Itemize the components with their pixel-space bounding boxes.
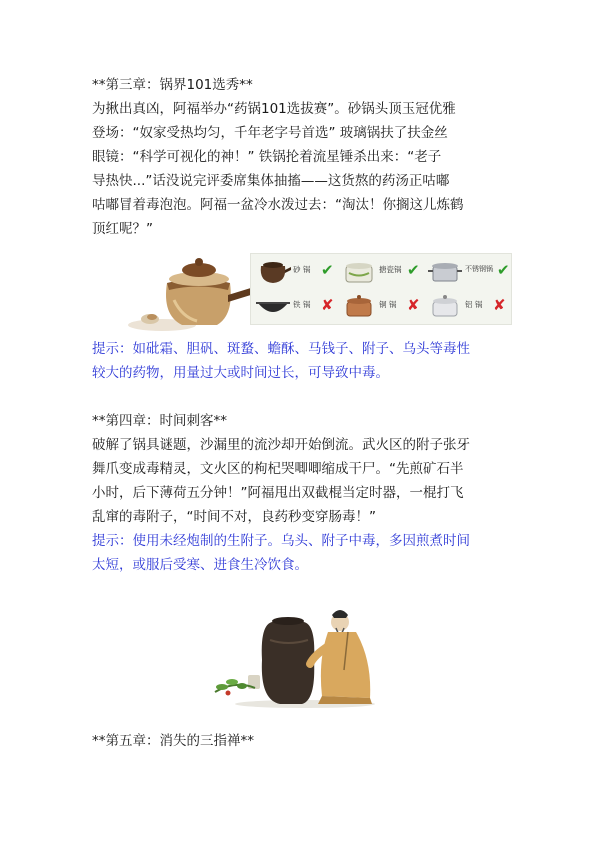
chapter-3-line: 为揪出真凶，阿福举办“药锅101选拔赛”。砂锅头顶玉冠优雅 xyxy=(92,101,456,117)
check-icon: ✔ xyxy=(497,261,510,279)
chapter-3-line: 眼镜：“科学可视化的神！” 铁锅抡着流星锤杀出来：“老子 xyxy=(92,149,442,165)
chapter-4-heading: **第四章：时间刺客** xyxy=(92,413,227,429)
pot-label: 铝 锅 xyxy=(465,300,483,309)
cross-icon: ✘ xyxy=(493,296,506,314)
tip-line: 提示：使用未经炮制的生附子。乌头、附子中毒，多因煎煮时间 xyxy=(92,533,470,549)
enamel-pot-icon xyxy=(341,258,377,285)
copper-pot-icon xyxy=(341,293,377,320)
chapter-3-tip xyxy=(92,337,512,385)
pot-cell-aluminum xyxy=(423,289,509,324)
chapter-4-body xyxy=(92,433,512,529)
pot-label: 砂 锅 xyxy=(293,265,311,274)
pot-label: 搪瓷锅 xyxy=(379,265,402,274)
pot-label: 不锈钢锅 xyxy=(465,265,493,273)
chapter-4-tip xyxy=(92,529,512,577)
pot-cell-iron xyxy=(251,289,337,324)
clay-pot-illustration xyxy=(122,245,257,335)
clay-pot-icon xyxy=(255,258,291,285)
pot-cell-copper xyxy=(337,289,423,324)
cross-icon: ✘ xyxy=(321,296,334,314)
pot-label: 铜 锅 xyxy=(379,300,397,309)
cross-icon: ✘ xyxy=(407,296,420,314)
pot-cell-enamel xyxy=(337,254,423,289)
tip-line: 较大的药物，用量过大或时间过长，可导致中毒。 xyxy=(92,365,389,381)
steel-pot-icon xyxy=(427,258,463,285)
chapter-3-line: 导热快...”话没说完评委席集体抽搐——这货熬的药汤正咕嘟 xyxy=(92,173,450,189)
check-icon: ✔ xyxy=(407,261,420,279)
tip-line: 提示：如砒霜、胆矾、斑蝥、蟾酥、马钱子、附子、乌头等毒性 xyxy=(92,341,470,357)
tip-line: 太短，或服后受寒、进食生冷饮食。 xyxy=(92,557,308,573)
chapter-4-line: 舞爪变成毒精灵，文火区的枸杞哭唧唧缩成干尸。“先煎矿石半 xyxy=(92,461,464,477)
check-icon: ✔ xyxy=(321,261,334,279)
herbal-doctor-illustration xyxy=(210,600,380,710)
chapter-5-heading: **第五章：消失的三指禅** xyxy=(92,733,254,749)
pot-comparison-image xyxy=(250,253,512,325)
pot-label: 铁 锅 xyxy=(293,300,311,309)
chapter-4-line: 乱窜的毒附子，“时间不对，良药秒变穿肠毒！” xyxy=(92,509,376,525)
iron-wok-icon xyxy=(255,293,291,320)
pot-cell-steel xyxy=(423,254,509,289)
chapter-3-line: 顶红呢？” xyxy=(92,221,153,237)
chapter-4-line: 小时，后下薄荷五分钟！”阿福甩出双截棍当定时器，一棍打飞 xyxy=(92,485,464,501)
aluminum-pot-icon xyxy=(427,293,463,320)
chapter-3-heading: **第三章：锅界101选秀** xyxy=(92,77,253,93)
chapter-3-body xyxy=(92,97,512,241)
pot-cell-clay xyxy=(251,254,337,289)
chapter-4-line: 破解了锅具谜题，沙漏里的流沙却开始倒流。武火区的附子张牙 xyxy=(92,437,470,453)
chapter-3-line: 咕嘟冒着毒泡泡。阿福一盆冷水泼过去：“淘汰！你搁这儿炼鹤 xyxy=(92,197,464,213)
chapter-3-line: 登场：“奴家受热均匀，千年老字号首选” 玻璃锅扶了扶金丝 xyxy=(92,125,448,141)
